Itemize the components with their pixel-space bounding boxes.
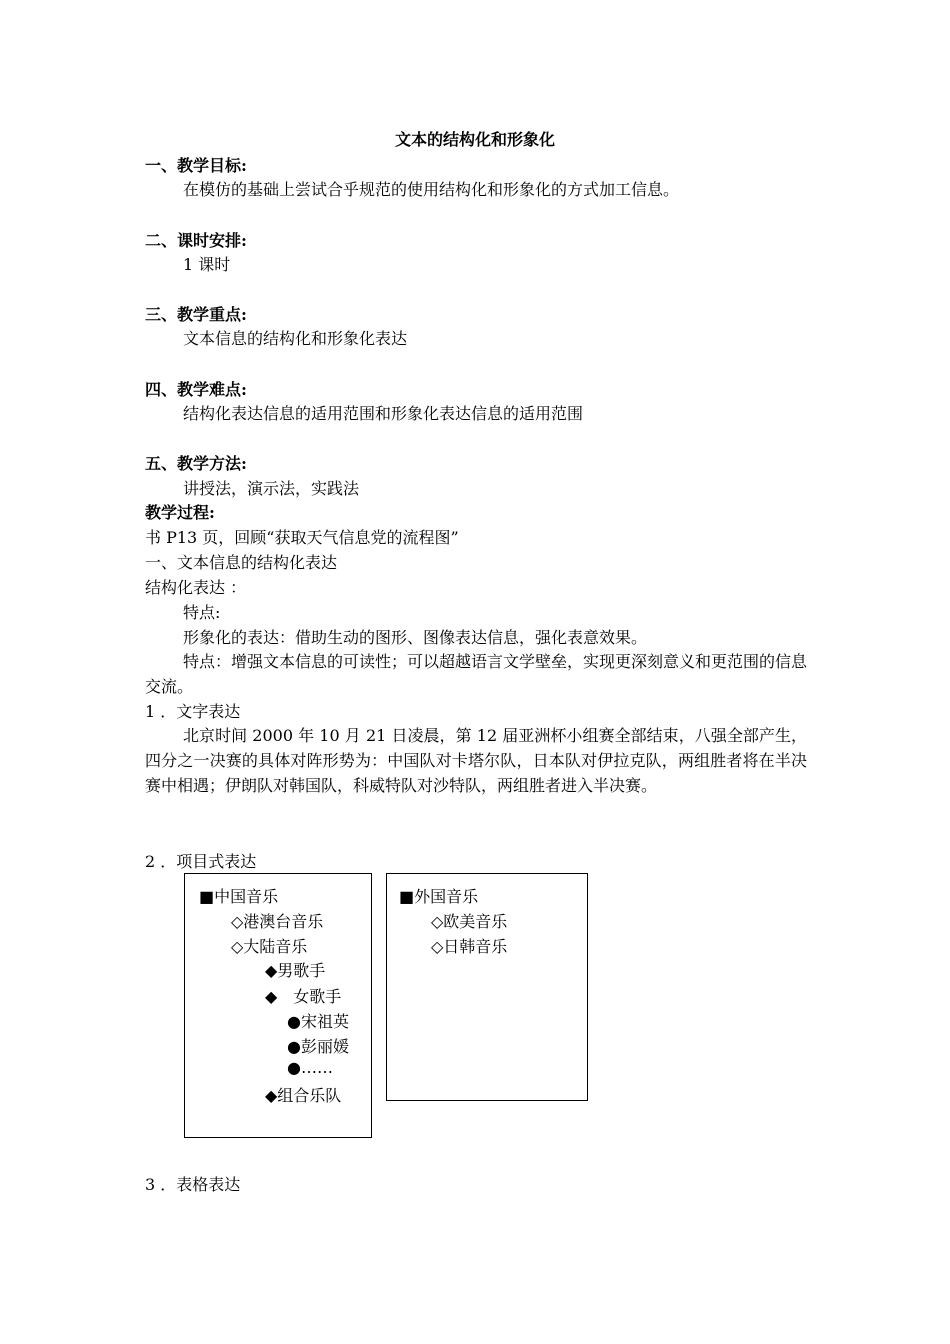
item-text-paragraph: 北京时间 2000 年 10 月 21 日凌晨，第 12 届亚洲杯小组赛全部结束，八强全部产生，四分之一决赛的具体对阵形势为：中国队对卡塔尔队，日本队对伊拉克队，两组胜者将在半决赛中相遇；伊朗队对韩国队，科威特队对沙特队，两组胜者进入半决赛。 — [145, 726, 807, 795]
page-title: 文本的结构化和形象化 — [394, 130, 555, 149]
section-heading-schedule: 二、课时安排: — [145, 231, 247, 250]
item-text-expression: 1 ．文字表达 — [145, 702, 241, 721]
section-body-schedule: 1 课时 — [183, 255, 231, 274]
section-body-key-points: 文本信息的结构化和形象化表达 — [183, 329, 408, 348]
outline-item-chinese-music: ■中国音乐 — [199, 887, 279, 906]
outline-item-female-singers: ◆ 女歌手 — [265, 987, 342, 1006]
outline-item-male-singers: ◆男歌手 — [265, 961, 326, 980]
outline-item-western: ◇欧美音乐 — [431, 912, 508, 931]
outline-item-hk-macau-taiwan: ◇港澳台音乐 — [231, 912, 324, 931]
item-itemized-expression: 2 ．项目式表达 — [145, 852, 257, 871]
outline-item-mainland: ◇大陆音乐 — [231, 937, 308, 956]
outline-item-song-zuying: ●宋祖英 — [287, 1012, 349, 1031]
outline-box-chinese-music — [184, 873, 372, 1138]
outline-item-bands: ◆组合乐队 — [265, 1086, 342, 1105]
process-line-structured: 一、文本信息的结构化表达 — [145, 553, 338, 572]
section-heading-objectives: 一、教学目标: — [145, 156, 247, 175]
outline-item-ellipsis: ●…… — [287, 1058, 333, 1077]
item-table-expression: 3 ．表格表达 — [145, 1175, 241, 1194]
process-line-features: 特点: — [183, 603, 221, 622]
outline-item-peng-liyuan: ●彭丽媛 — [287, 1037, 349, 1056]
section-heading-key-points: 三、教学重点: — [145, 305, 247, 324]
process-line-visual-expression: 形象化的表达：借助生动的图形、图像表达信息，强化表意效果。 — [183, 628, 648, 647]
section-body-difficulties: 结构化表达信息的适用范围和形象化表达信息的适用范围 — [183, 404, 584, 423]
process-heading: 教学过程: — [145, 503, 215, 522]
section-heading-difficulties: 四、教学难点: — [145, 380, 247, 399]
section-body-objectives: 在模仿的基础上尝试合乎规范的使用结构化和形象化的方式加工信息。 — [183, 180, 680, 199]
process-line-review: 书 P13 页，回顾“获取天气信息党的流程图” — [145, 528, 459, 547]
process-paragraph-features: 特点：增强文本信息的可读性；可以超越语言文学壁垒，实现更深刻意义和更范围的信息交流。 — [145, 652, 808, 696]
process-line-structured-expression: 结构化表达 ： — [145, 578, 247, 597]
outline-box-foreign-music — [386, 873, 588, 1101]
outline-item-japan-korea: ◇日韩音乐 — [431, 937, 508, 956]
outline-item-foreign-music: ■外国音乐 — [399, 887, 479, 906]
section-body-methods: 讲授法，演示法，实践法 — [183, 479, 360, 498]
section-heading-methods: 五、教学方法: — [145, 454, 247, 473]
